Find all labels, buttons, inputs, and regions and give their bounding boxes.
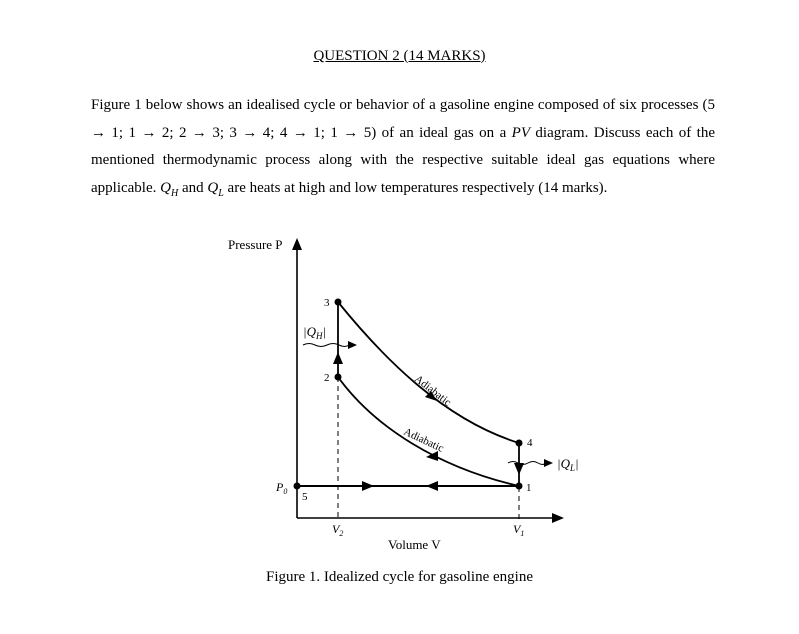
point-1 <box>516 483 523 490</box>
qh-arrowhead <box>348 341 357 349</box>
point-1-label: 1 <box>526 482 532 494</box>
arrow-5-to-1 <box>362 481 374 491</box>
v2-label: $V_2$ <box>332 522 344 538</box>
point-2-label: 2 <box>324 372 330 384</box>
question-heading: QUESTION 2 (14 MARKS) <box>313 48 486 64</box>
paragraph-part3: and <box>178 179 208 196</box>
point-3-label: 3 <box>324 297 330 309</box>
p0-label: $P_0$ <box>276 480 288 496</box>
adiabatic-lower-label: Adiabatic <box>401 425 446 455</box>
arrow-1-to-5 <box>426 481 438 491</box>
ql-wavy-arrow <box>508 462 546 465</box>
paragraph-part2: diagram. Discuss each of the mentioned thermodynamic process along with the respective suitable ideal gas equations where applicable. <box>91 124 716 196</box>
adiabatic-upper-label: Adiabatic <box>412 372 454 409</box>
point-3 <box>335 299 342 306</box>
point-4-label: 4 <box>527 437 533 449</box>
pv-symbol: PV <box>511 124 530 141</box>
ql-symbol: $Q_L$ <box>207 179 224 199</box>
x-axis-arrow <box>552 513 564 523</box>
pv-diagram <box>220 228 590 558</box>
point-4 <box>516 440 523 447</box>
x-axis-label: Volume V <box>388 537 441 552</box>
paragraph-part1: Figure 1 below shows an idealised cycle or behavior of a gasoline engine composed of six processes (5 → 1; 1 → 2; 2 → 3; 3 → 4; 4 → 1; 1 → 5) of an ideal gas on a <box>91 97 715 141</box>
qh-label: $|Q_H|$ <box>303 324 327 341</box>
y-axis-label: Pressure P <box>228 237 283 252</box>
y-axis-arrow <box>292 238 302 250</box>
adiabatic-curve-3-4 <box>338 302 519 443</box>
ql-label: $|Q_L|$ <box>557 456 579 473</box>
ql-arrowhead <box>544 459 553 467</box>
point-5 <box>294 483 301 490</box>
qh-symbol: $Q_H$ <box>160 179 179 199</box>
paragraph-part4: are heats at high and low temperatures respectively (14 marks). <box>223 179 608 196</box>
qh-wavy-arrow <box>303 344 349 347</box>
question-paragraph <box>91 92 715 207</box>
point-2 <box>335 374 342 381</box>
point-5-label: 5 <box>302 491 308 503</box>
arrow-2-to-3 <box>333 352 343 364</box>
figure-caption: Figure 1. Idealized cycle for gasoline engine <box>266 569 533 585</box>
v1-label: $V_1$ <box>513 522 525 538</box>
